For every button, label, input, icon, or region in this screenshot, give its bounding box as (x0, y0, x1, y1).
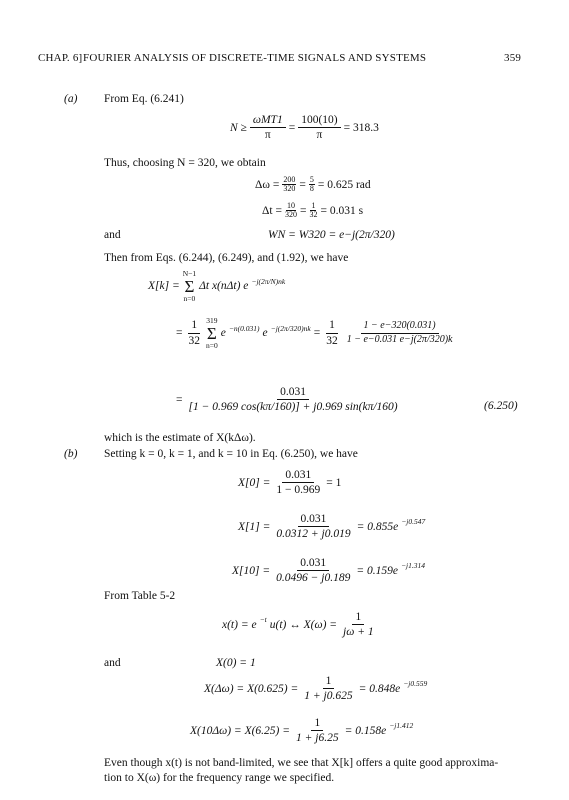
equation-X1: X[1] = $\frac{0.031}{0.0312 + j0.019}$ = 0.855e $^{-j0.547}$ (238, 513, 426, 541)
closing-paragraph-line-2: tion to X(ω) for the frequency range we specified. (104, 772, 335, 784)
part-b-intro: Setting k = 0, k = 1, and k = 10 in Eq. (6.250), we have (104, 448, 358, 460)
equation-X-delta-omega: X(Δω) = X(0.625) = $\frac{1}{1 + j0.625}$ = 0.848e $^{-j0.559}$ (204, 675, 428, 703)
estimate-text: which is the estimate of X(kΔω). (104, 432, 256, 444)
and-label-2: and (104, 657, 121, 669)
equation-delta-omega: Δω = $\frac{200}{320}$ = $\frac{5}{8}$ = 0.625 rad (255, 175, 371, 194)
running-header-chapter: CHAP. 6] (38, 52, 83, 64)
equation-Xk-closed-form: = $\frac{0.031}{[1 - 0.969 \cos(k\pi/160)] + j0.969 \sin(k\pi/160)}$ (176, 386, 398, 414)
page-number: 359 (504, 52, 522, 64)
equation-transform-pair: x(t) = e $^{-t}$ u(t) ↔ X(ω) = $\frac{1}{j\omega + 1}$ (222, 611, 374, 639)
part-b-label: (b) (64, 448, 78, 460)
then-text: Then from Eqs. (6.244), (6.249), and (1.92), we have (104, 252, 349, 264)
table-text: From Table 5-2 (104, 590, 176, 602)
equation-Xk-expanded: = $\frac{1}{32}$ 319 Σ n=0 e $^{-n(0.031)}$ e $^{-j(2\pi/320)nk}$ = $\frac{1}{32}$ $\frac{1 - e-320(0.031)}{1 - e-0.031 e-j(2\pi/320)k}$ (176, 316, 453, 350)
equation-number-6-250: (6.250) (484, 400, 518, 412)
part-a-label: (a) (64, 93, 78, 105)
equation-X10: X[10] = $\frac{0.031}{0.0496 - j0.189}$ = 0.159e $^{-j1.314}$ (232, 557, 425, 585)
equation-X0-exact: X(0) = 1 (216, 657, 256, 669)
equation-X0: X[0] = $\frac{0.031}{1 - 0.969}$ = 1 (238, 469, 342, 497)
equation-Xk-definition: X[k] = N−1 Σ n=0 Δt x(nΔt) e $^{-j(2\pi/N)nk}$ (148, 269, 286, 303)
and-label-1: and (104, 229, 121, 241)
equation-WN: WN = W320 = e−j(2π/320) (268, 229, 395, 241)
thus-text: Thus, choosing N = 320, we obtain (104, 157, 266, 169)
equation-N-bound: N ≥ $\frac{\text{ωMT1}}{\pi}$ = $\frac{100(10)}{\pi}$ = 318.3 (230, 114, 379, 142)
closing-paragraph-line-1: Even though x(t) is not band-limited, we see that X[k] offers a quite good approxima- (104, 757, 499, 769)
equation-delta-t: Δt = $\frac{10}{320}$ = $\frac{1}{32}$ = 0.031 s (262, 201, 364, 220)
equation-X-10-delta-omega: X(10Δω) = X(6.25) = $\frac{1}{1 + j6.25}$ = 0.158e $^{-j1.412}$ (190, 717, 414, 745)
running-header-title: FOURIER ANALYSIS OF DISCRETE-TIME SIGNALS AND SYSTEMS (83, 52, 427, 64)
part-a-intro: From Eq. (6.241) (104, 93, 184, 105)
